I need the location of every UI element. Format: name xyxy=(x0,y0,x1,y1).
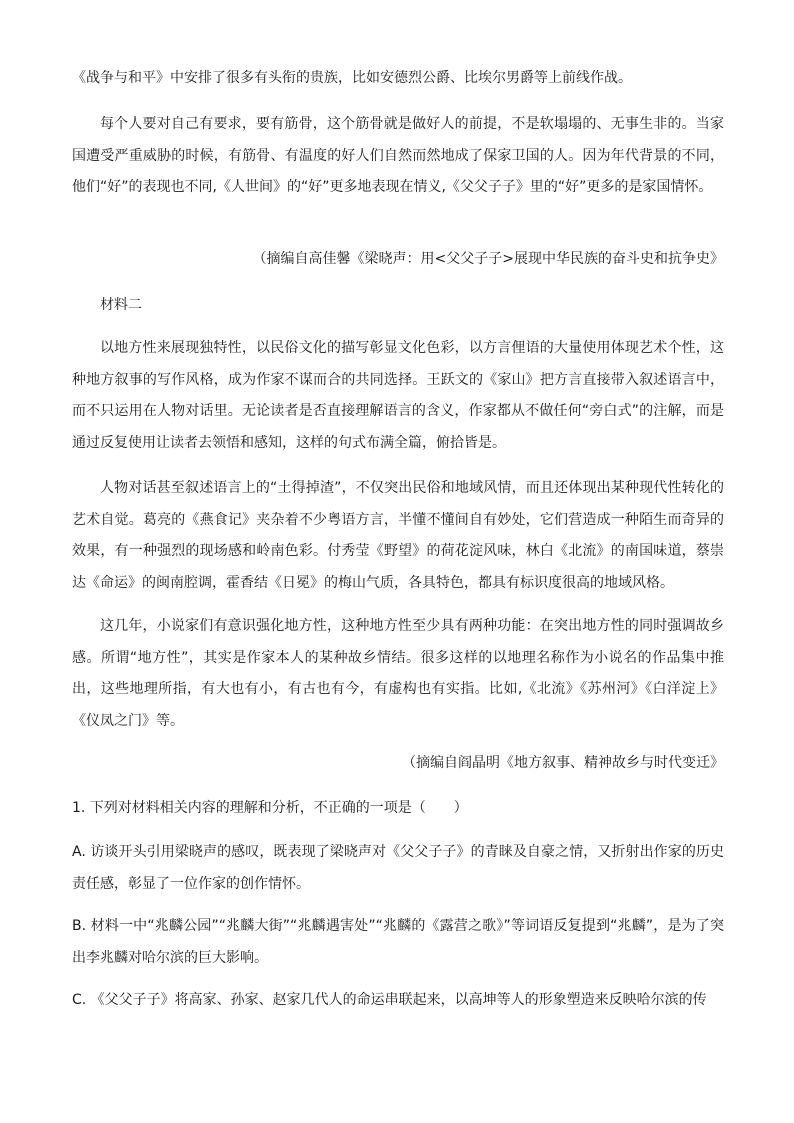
option-b: B. 材料一中“兆麟公园”“兆麟大街”“兆麟遇害处”“兆麟的《露营之歌》”等词语反复提到“兆麟”，是为了突出李兆麟对哈尔滨的巨大影响。 xyxy=(72,918,724,966)
material-two-paragraph-3: 这几年，小说家们有意识强化地方性，这种地方性至少具有两种功能：在突出地方性的同时强调故乡感。所谓“地方性”，其实是作家本人的某种故乡情结。很多这样的以地理名称作为小说名的作品集中推出，这些地理所指，有大也有小，有古也有今，有虚构也有实指。比如,《北流》《苏州河》《白洋淀上》《仪凤之门》等。 xyxy=(72,618,724,729)
question-stem: 1. 下列对材料相关内容的理解和分析，不正确的一项是（ ） xyxy=(72,800,468,816)
material-two-title: 材料二 xyxy=(100,297,142,313)
material-two-paragraph-1: 以地方性来展现独特性，以民俗文化的描写彰显文化色彩，以方言俚语的大量使用体现艺术个性，这种地方叙事的写作风格，成为作家不谋而合的共同选择。王跃文的《家山》把方言直接带入叙述语言中，而不只运用在人物对话里。无论读者是否直接理解语言的含义，作家都从不做任何“旁白式”的注解，而是通过反复使用让读者去领悟和感知，这样的句式布满全篇，俯拾皆是。 xyxy=(72,340,724,451)
material-two-paragraph-2: 人物对话甚至叙述语言上的“土得掉渣”，不仅突出民俗和地域风情，而且还体现出某种现代性转化的艺术自觉。葛亮的《燕食记》夹杂着不少粤语方言，半懂不懂间自有妙处，它们营造成一种陌生而奇异的效果，有一种强烈的现场感和岭南色彩。付秀莹《野望》的荷花淀风味，林白《北流》的南国味道，蔡崇达《命运》的闽南腔调，霍香结《日冕》的梅山气质，各具特色，都具有标识度很高的地域风格。 xyxy=(72,480,724,591)
material-one-paragraph-1: 《战争与和平》中安排了很多有头衔的贵族，比如安德烈公爵、比埃尔男爵等上前线作战。 xyxy=(72,70,632,86)
option-c: C. 《父父子子》将高家、孙家、赵家几代人的命运串联起来，以高坤等人的形象塑造来反映哈尔滨的传 xyxy=(72,992,707,1008)
material-one-source: （摘编自高佳馨《梁晓声：用<父父子子>展现中华民族的奋斗史和抗争史》 xyxy=(252,251,724,267)
material-one-paragraph-2: 每个人要对自己有要求，要有筋骨，这个筋骨就是做好人的前提，不是软塌塌的、无事生非的。当家国遭受严重威胁的时候，有筋骨、有温度的好人们自然而然地成了保家卫国的人。因为年代背景的不同，他们“好”的表现也不同,《人世间》的“好”更多地表现在情义,《父父子子》里的“好”更多的是家国情怀。 xyxy=(72,116,724,195)
option-a: A. 访谈开头引用梁晓声的感叹，既表现了梁晓声对《父父子子》的青睐及自豪之情，又折射出作家的历史责任感，彰显了一位作家的创作情怀。 xyxy=(72,844,724,892)
material-two-source: （摘编自阎晶明《地方叙事、精神故乡与时代变迁》 xyxy=(402,755,724,771)
